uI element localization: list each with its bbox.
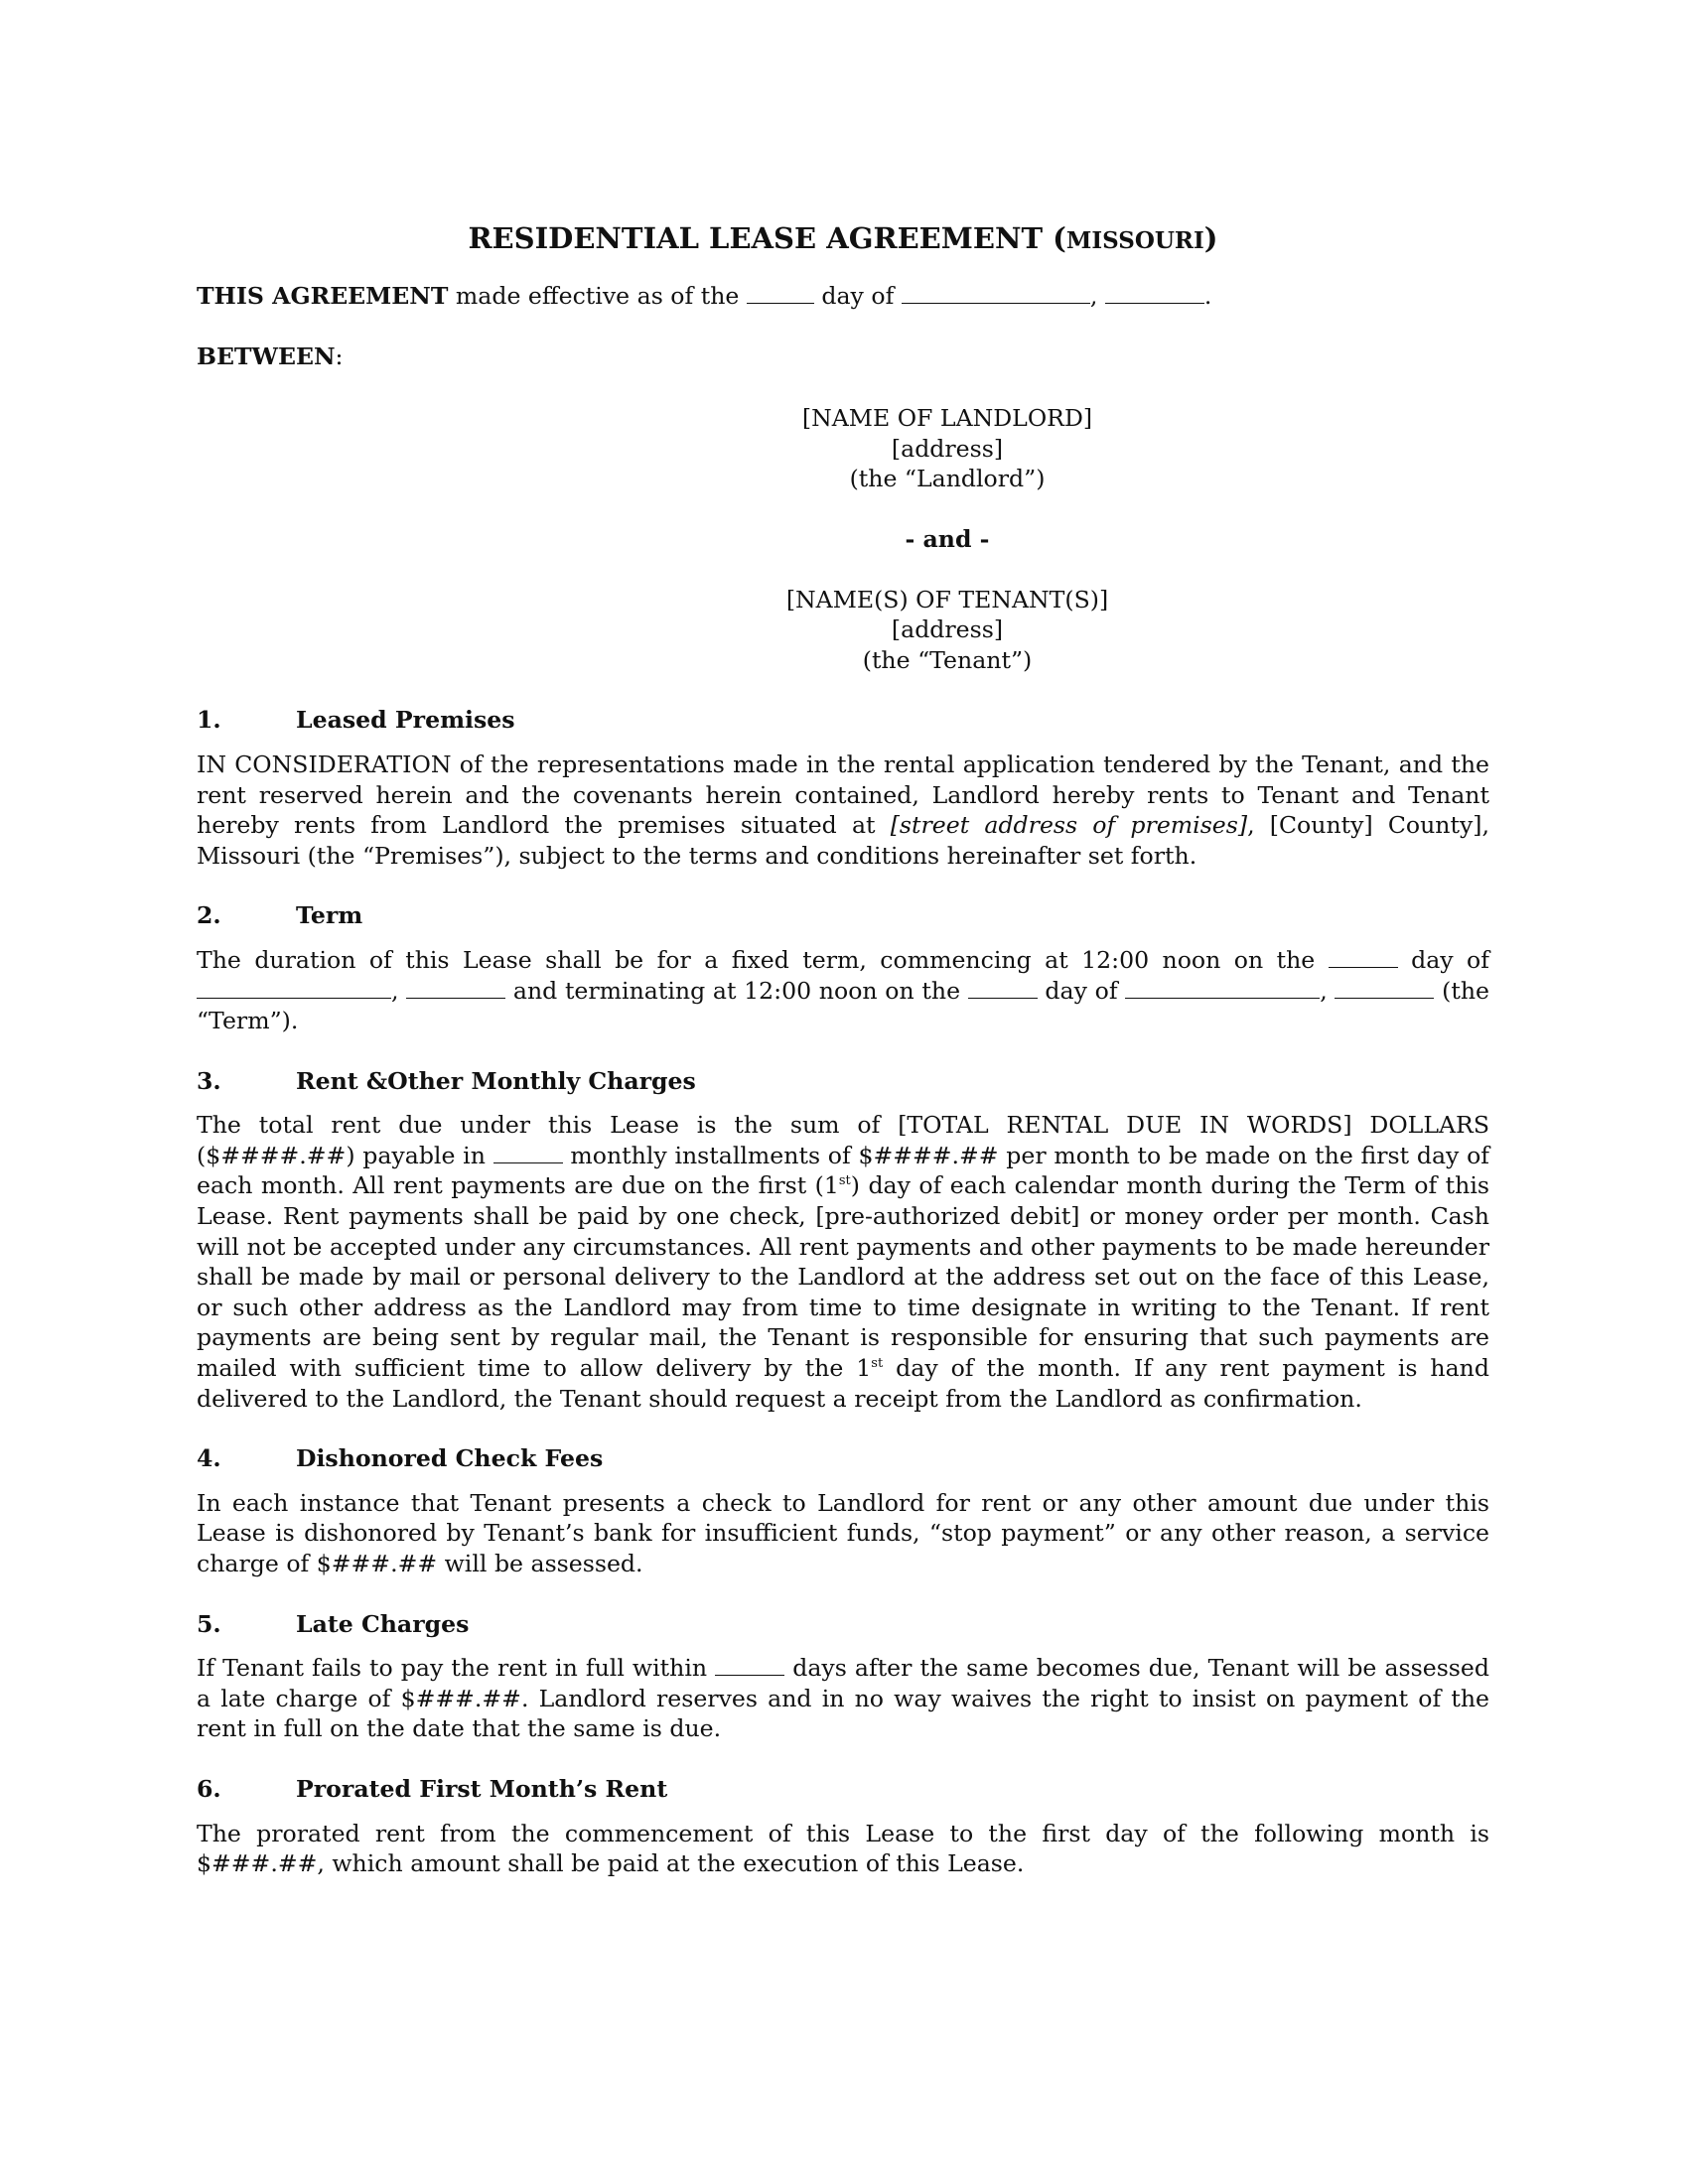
section-body-4: In each instance that Tenant presents a check to Landlord for rent or any other amount due under this Lease is dishonored by Tenant’s bank for insufficient funds, “stop payment” or any other reason, a service charge of $###.## will be assessed. — [197, 1488, 1489, 1577]
landlord-name: [NAME OF LANDLORD] — [801, 404, 1093, 433]
section-body-2 — [197, 945, 1489, 1036]
section-2-text-5: day of — [1037, 976, 1126, 1005]
section-title: Dishonored Check Fees — [296, 1444, 604, 1473]
between-label — [197, 341, 1489, 372]
document-page — [197, 220, 1489, 1879]
section-body-3 — [197, 1110, 1489, 1414]
installments-blank — [493, 1143, 563, 1163]
section-title: Rent &Other Monthly Charges — [296, 1066, 696, 1095]
section-heading-5 — [197, 1609, 1489, 1640]
section-5-text-1: If Tenant fails to pay the rent in full within — [197, 1654, 716, 1683]
section-2-text-3: , — [391, 976, 407, 1005]
section-number: 5. — [197, 1609, 221, 1638]
intro-paragraph — [197, 281, 1489, 312]
section-3-text-1: The total rent due under this Lease is the sum of [TOTAL RENTAL DUE IN WORDS] DOLLARS ($####.##) payable in — [197, 1111, 1489, 1169]
landlord-address: [address] — [891, 434, 1004, 463]
section-body-5 — [197, 1653, 1489, 1744]
superscript-st: st — [838, 1173, 851, 1189]
tenant-address: [address] — [891, 615, 1004, 644]
title-state: MISSOURI — [1065, 227, 1204, 254]
section-2-text-1: The duration of this Lease shall be for a fixed term, commencing at 12:00 noon on the — [197, 945, 1329, 974]
tenant-block — [197, 585, 1489, 676]
and-separator: - and - — [905, 524, 990, 553]
start-year-blank — [406, 978, 505, 999]
section-number: 4. — [197, 1444, 221, 1473]
section-number: 6. — [197, 1774, 221, 1803]
intro-text-4: . — [1203, 282, 1212, 310]
section-heading-4 — [197, 1443, 1489, 1474]
section-2-text-6: , — [1320, 976, 1336, 1005]
year-blank — [1105, 283, 1204, 304]
section-2-text-2: day of — [1397, 945, 1489, 974]
section-title: Late Charges — [296, 1609, 470, 1638]
landlord-block — [197, 403, 1489, 494]
section-heading-2 — [197, 900, 1489, 931]
end-year-blank — [1335, 978, 1434, 999]
section-5-text-2: days after the same becomes due, Tenant will be assessed a late charge of $###.##. Landlord reserves and in no way waives the right to insist on payment of the rent in full on the date that the same is due. — [197, 1654, 1489, 1743]
day-blank — [747, 283, 814, 304]
intro-text-2: day of — [813, 282, 902, 310]
start-day-blank — [1329, 947, 1398, 968]
landlord-defined: (the “Landlord”) — [849, 465, 1046, 493]
title-close: ) — [1203, 221, 1218, 255]
section-heading-6 — [197, 1774, 1489, 1805]
intro-text-1: made effective as of the — [448, 282, 747, 310]
intro-text-3: , — [1089, 282, 1105, 310]
section-1-italic: [street address of premises] — [890, 811, 1248, 840]
title-text: RESIDENTIAL LEASE AGREEMENT ( — [468, 221, 1066, 255]
section-2-text-4: and terminating at 12:00 noon on the — [505, 976, 968, 1005]
end-day-blank — [968, 978, 1038, 999]
section-title: Term — [296, 901, 363, 930]
section-1-text-b: , [County] County], Missouri (the “Premises”), subject to the terms and conditions hereinafter set forth. — [197, 811, 1490, 870]
section-heading-1 — [197, 705, 1489, 736]
start-month-blank — [197, 978, 391, 999]
section-title: Prorated First Month’s Rent — [296, 1774, 668, 1803]
section-body-1 — [197, 750, 1489, 871]
document-title — [197, 220, 1489, 259]
section-3-text-3: ) day of each calendar month during the Term of this Lease. Rent payments shall be paid by one check, [pre-authorized debit] or money order per month. Cash will not be accepted under any circumstances. All rent payments and other payments to be made hereunder shall be made by mail or personal delivery to the Landlord at the address set out on the face of this Lease, or such other address as the Landlord may from time to time designate in writing to the Tenant. If rent payments are being sent by regular mail, the Tenant is responsible for ensuring that such payments are mailed with sufficient time to allow delivery by the 1 — [197, 1171, 1490, 1383]
section-title: Leased Premises — [296, 706, 515, 735]
superscript-st: st — [871, 1356, 884, 1372]
intro-bold: THIS AGREEMENT — [197, 282, 449, 310]
days-blank — [715, 1655, 784, 1676]
tenant-defined: (the “Tenant”) — [862, 645, 1033, 674]
section-body-6: The prorated rent from the commencement of this Lease to the first day of the following month is $###.##, which amount shall be paid at the execution of this Lease. — [197, 1819, 1489, 1878]
end-month-blank — [1125, 978, 1320, 999]
between-colon: : — [335, 341, 344, 370]
section-number: 2. — [197, 901, 221, 930]
section-number: 3. — [197, 1066, 221, 1095]
section-heading-3 — [197, 1066, 1489, 1097]
section-1-text-a: IN CONSIDERATION of the representations made in the rental application tendered by the Tenant, and the rent reserved herein and the covenants herein contained, Landlord hereby rents to Tenant and Tenant hereby rents from Landlord the premises situated at — [197, 750, 1489, 840]
section-number: 1. — [197, 706, 221, 735]
section-2-text-7: (the “Term”). — [197, 976, 1490, 1035]
between-bold: BETWEEN — [197, 341, 336, 370]
month-blank — [902, 283, 1090, 304]
tenant-name: [NAME(S) OF TENANT(S)] — [785, 585, 1109, 614]
section-3-text-2: monthly installments of $####.## per month to be made on the first day of each month. All rent payments are due on the first (1 — [197, 1141, 1490, 1200]
section-3-text-4: day of the month. If any rent payment is hand delivered to the Landlord, the Tenant should request a receipt from the Landlord as confirmation. — [197, 1354, 1489, 1413]
